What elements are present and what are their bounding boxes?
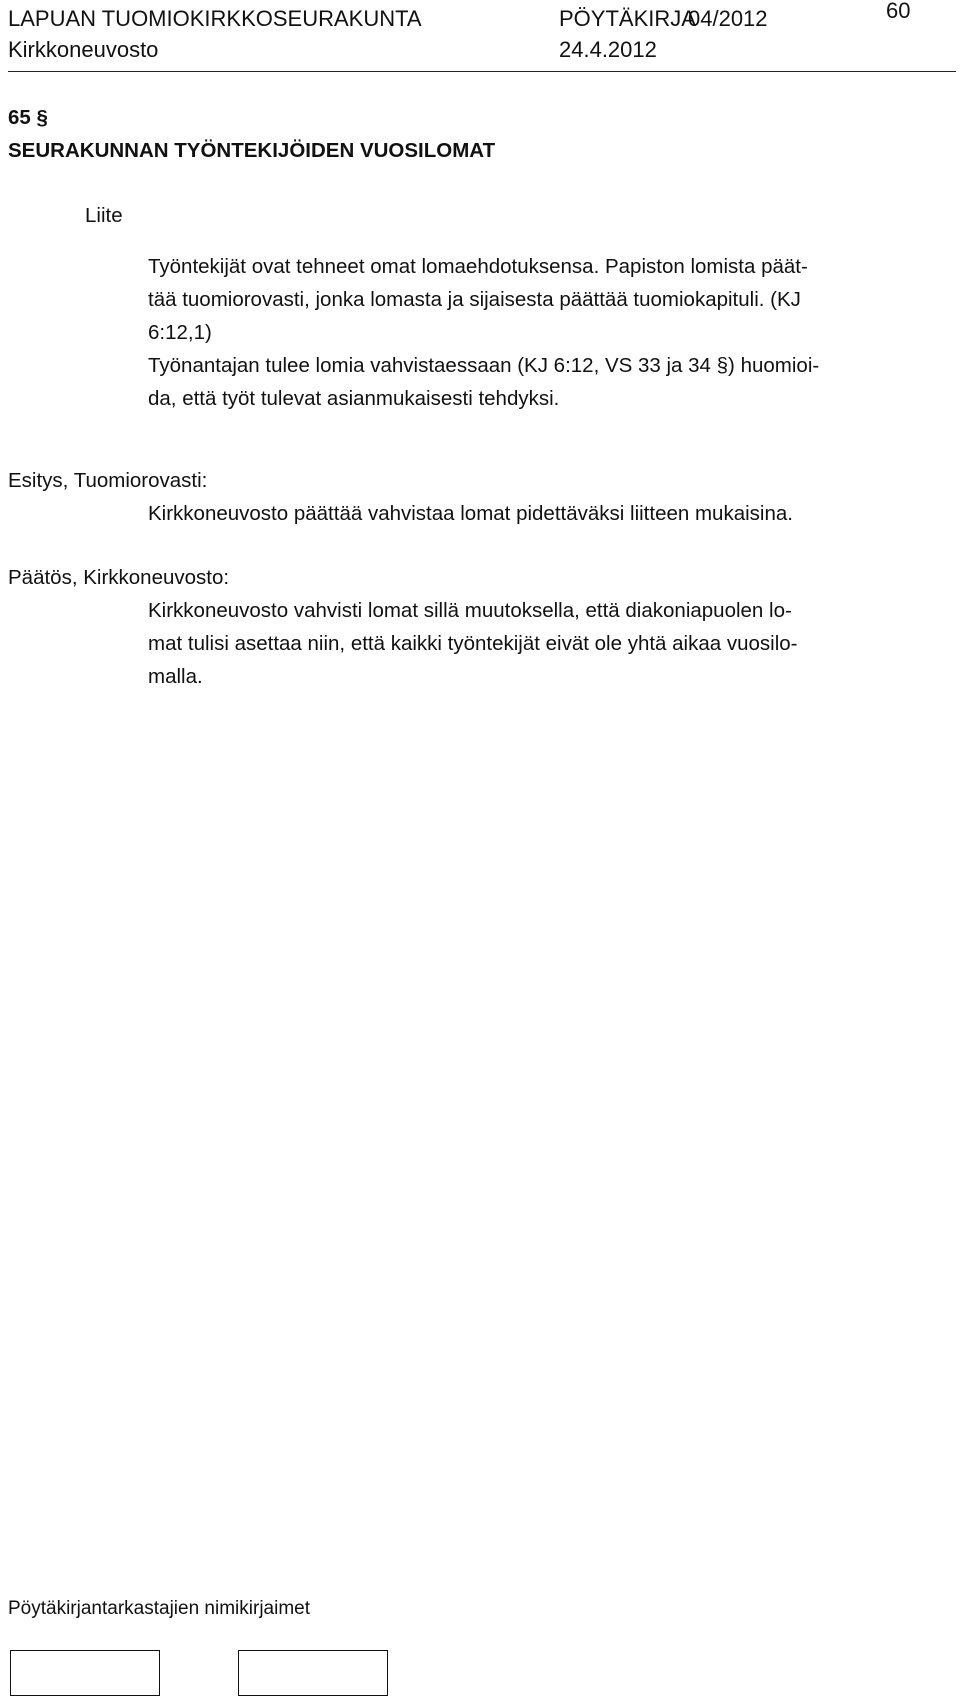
proposal-label: Esitys, Tuomiorovasti: [8, 469, 208, 492]
decision-line: mat tulisi asettaa niin, että kaikki työntekijät eivät ole yhtä aikaa vuosilo- [148, 632, 798, 655]
decision-label: Päätös, Kirkkoneuvosto: [8, 566, 230, 589]
page-number: 60 [886, 0, 911, 23]
decision-text [148, 594, 798, 693]
section-number: 65 § [8, 106, 48, 129]
decision-line: malla. [148, 665, 203, 688]
description-line: da, että työt tulevat asianmukaisesti tehdyksi. [148, 387, 560, 410]
proposal-line: Kirkkoneuvosto päättää vahvistaa lomat pidettäväksi liitteen mukaisina. [148, 502, 793, 525]
document-type: PÖYTÄKIRJA [559, 6, 696, 31]
section-title: SEURAKUNNAN TYÖNTEKIJÖIDEN VUOSILOMAT [8, 139, 496, 162]
attachment-label: Liite [85, 204, 123, 227]
decision-line: Kirkkoneuvosto vahvisti lomat sillä muutoksella, että diakoniapuolen lo- [148, 599, 792, 622]
document-number: 04/2012 [688, 6, 768, 31]
header-divider [8, 71, 956, 72]
description-line: 6:12,1) [148, 321, 212, 344]
signature-box-1 [10, 1650, 160, 1696]
meeting-body: Kirkkoneuvosto [8, 37, 159, 62]
meeting-date: 24.4.2012 [559, 37, 657, 62]
proposal-text [148, 497, 793, 530]
signature-box-2 [238, 1650, 388, 1696]
description-paragraph [148, 250, 819, 415]
signature-label: Pöytäkirjantarkastajien nimikirjaimet [8, 1598, 310, 1619]
description-line: Työntekijät ovat tehneet omat lomaehdotuksensa. Papiston lomista päät- [148, 255, 808, 278]
organization-name: LAPUAN TUOMIOKIRKKOSEURAKUNTA [8, 6, 422, 31]
description-line: tää tuomiorovasti, jonka lomasta ja sijaisesta päättää tuomiokapituli. (KJ [148, 288, 801, 311]
description-line: Työnantajan tulee lomia vahvistaessaan (KJ 6:12, VS 33 ja 34 §) huomioi- [148, 354, 820, 377]
